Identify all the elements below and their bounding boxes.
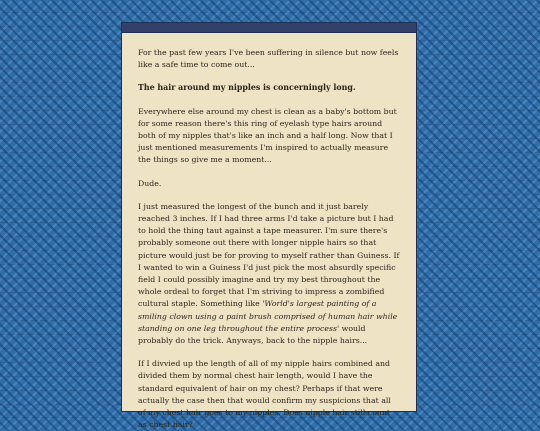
post-paragraph-3: [138, 201, 400, 347]
blog-post: [121, 22, 417, 430]
post-paragraph-2: Dude.: [138, 178, 162, 188]
post-paragraph-4: If I divvied up the length of all of my nipple hairs combined and divided them by normal chest hair length, would I have the standard equivalent of hair on my chest? Perhaps if that were actually the case then that would confirm my suspicions that all of my chest hair goes to my nipples. Does nipple hair still count as chest hair?: [138, 359, 391, 430]
post-intro: For the past few years I've been suffering in silence but now feels like a safe time to come out...: [138, 48, 399, 70]
post-header-bar: [122, 23, 416, 33]
post-body: [122, 33, 416, 431]
post-paragraph-1: Everywhere else around my chest is clean as a baby's bottom but for some reason there's this ring of eyelash type hairs around both of my nipples that's like an inch and a half long. Now that I just mentioned measurements I'm inspired to actually measure the things so give me a moment...: [138, 106, 397, 165]
post-headline: The hair around my nipples is concerningly long.: [138, 83, 356, 93]
paragraph-3-text-end: ' would probably do the trick. Anyways, back to the nipple hairs...: [138, 323, 368, 346]
paragraph-3-text-start: I just measured the longest of the bunch and it just barely reached 3 inches. If I had three arms I'd take a picture but I had to hold the thing taut against a tape measurer. I'm sure there's probably someone out there with longer nipple hairs so that picture would just be for proving to myself rather than Guiness. If I wanted to win a Guiness I'd just pick the most absurdly specific field I could possibly imagine and try my best throughout the whole ordeal to forget that I'm striving to impress a zombified cultural staple. Something like ': [138, 201, 400, 309]
paragraph-3-italic-quote: World's largest painting of a smiling clown using a paint brush comprised of human hair while standing on one leg throughout the entire process: [138, 299, 398, 333]
